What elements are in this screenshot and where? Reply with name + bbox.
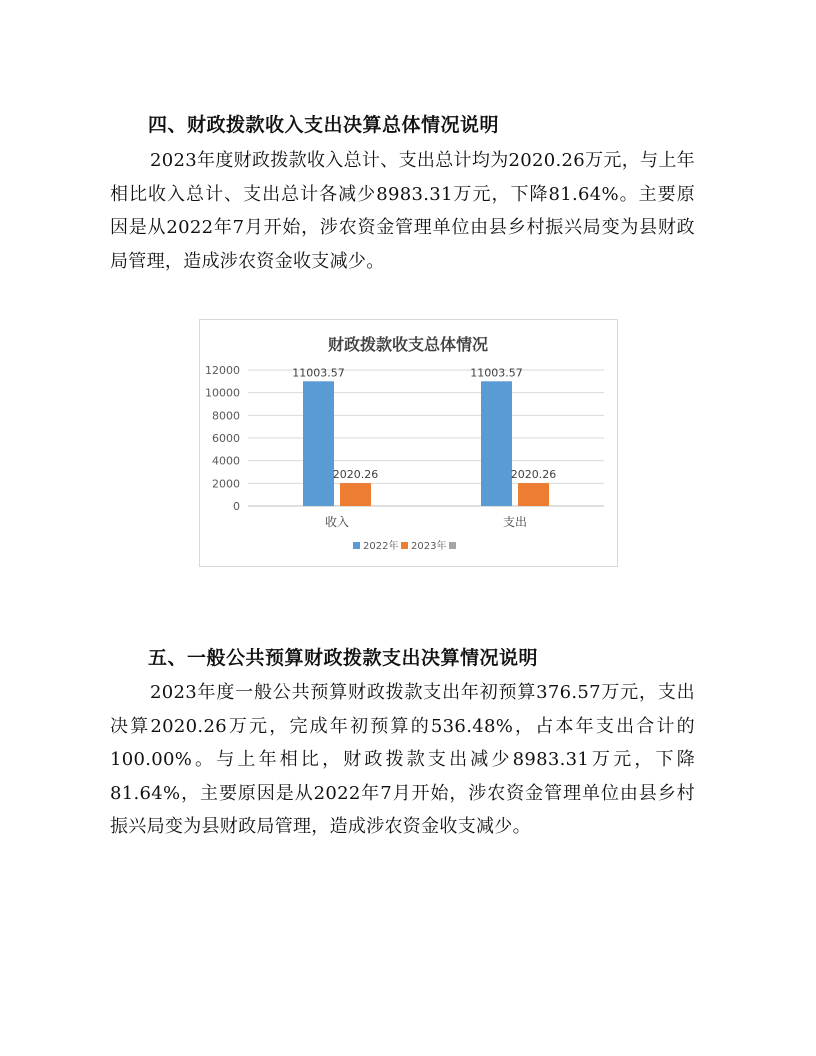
budget-chart	[199, 319, 618, 567]
bar	[518, 483, 549, 506]
y-tick-label: 12000	[205, 364, 240, 377]
y-tick-label: 0	[233, 500, 240, 513]
category-label: 收入	[324, 515, 350, 529]
data-label: 11003.57	[470, 366, 523, 380]
legend-swatch	[353, 542, 360, 549]
category-label: 支出	[502, 515, 528, 529]
chart-canvas	[200, 320, 617, 566]
chart-title: 财政拨款收支总体情况	[327, 335, 489, 354]
legend-swatch	[449, 542, 456, 549]
y-tick-label: 10000	[205, 386, 240, 400]
section5-heading: 五、一般公共预算财政拨款支出决算情况说明	[148, 647, 539, 669]
legend-label: 2022年	[363, 541, 399, 552]
bar	[303, 381, 334, 506]
y-tick-label: 8000	[212, 409, 240, 423]
data-label: 2020.26	[332, 468, 379, 482]
y-tick-label: 6000	[212, 432, 240, 445]
data-label: 11003.57	[292, 366, 345, 380]
bar	[340, 483, 371, 506]
section5-paragraph: 2023年度一般公共预算财政拨款支出年初预算376.57万元，支出决算2020.26万元，完成年初预算的536.48%，占本年支出合计的100.00%。与上年相比，财政拨款支出减少8983.31万元，下降81.64%，主要原因是从2022年7月开始，涉农资金管理单位由县乡村振兴局变为县财政局管理，造成涉农资金收支减少。	[110, 682, 695, 837]
bar	[481, 381, 512, 506]
y-tick-label: 4000	[212, 454, 240, 468]
section4-heading: 四、财政拨款收入支出决算总体情况说明	[148, 114, 500, 136]
legend-swatch	[401, 542, 408, 549]
y-tick-label: 2000	[212, 477, 240, 491]
legend-label: 2023年	[411, 541, 447, 552]
section4-paragraph: 2023年度财政拨款收入总计、支出总计均为2020.26万元，与上年相比收入总计、支出总计各减少8983.31万元，下降81.64%。主要原因是从2022年7月开始，涉农资金管理单位由县乡村振兴局变为县财政局管理，造成涉农资金收支减少。	[110, 150, 695, 272]
data-label: 2020.26	[510, 468, 557, 482]
